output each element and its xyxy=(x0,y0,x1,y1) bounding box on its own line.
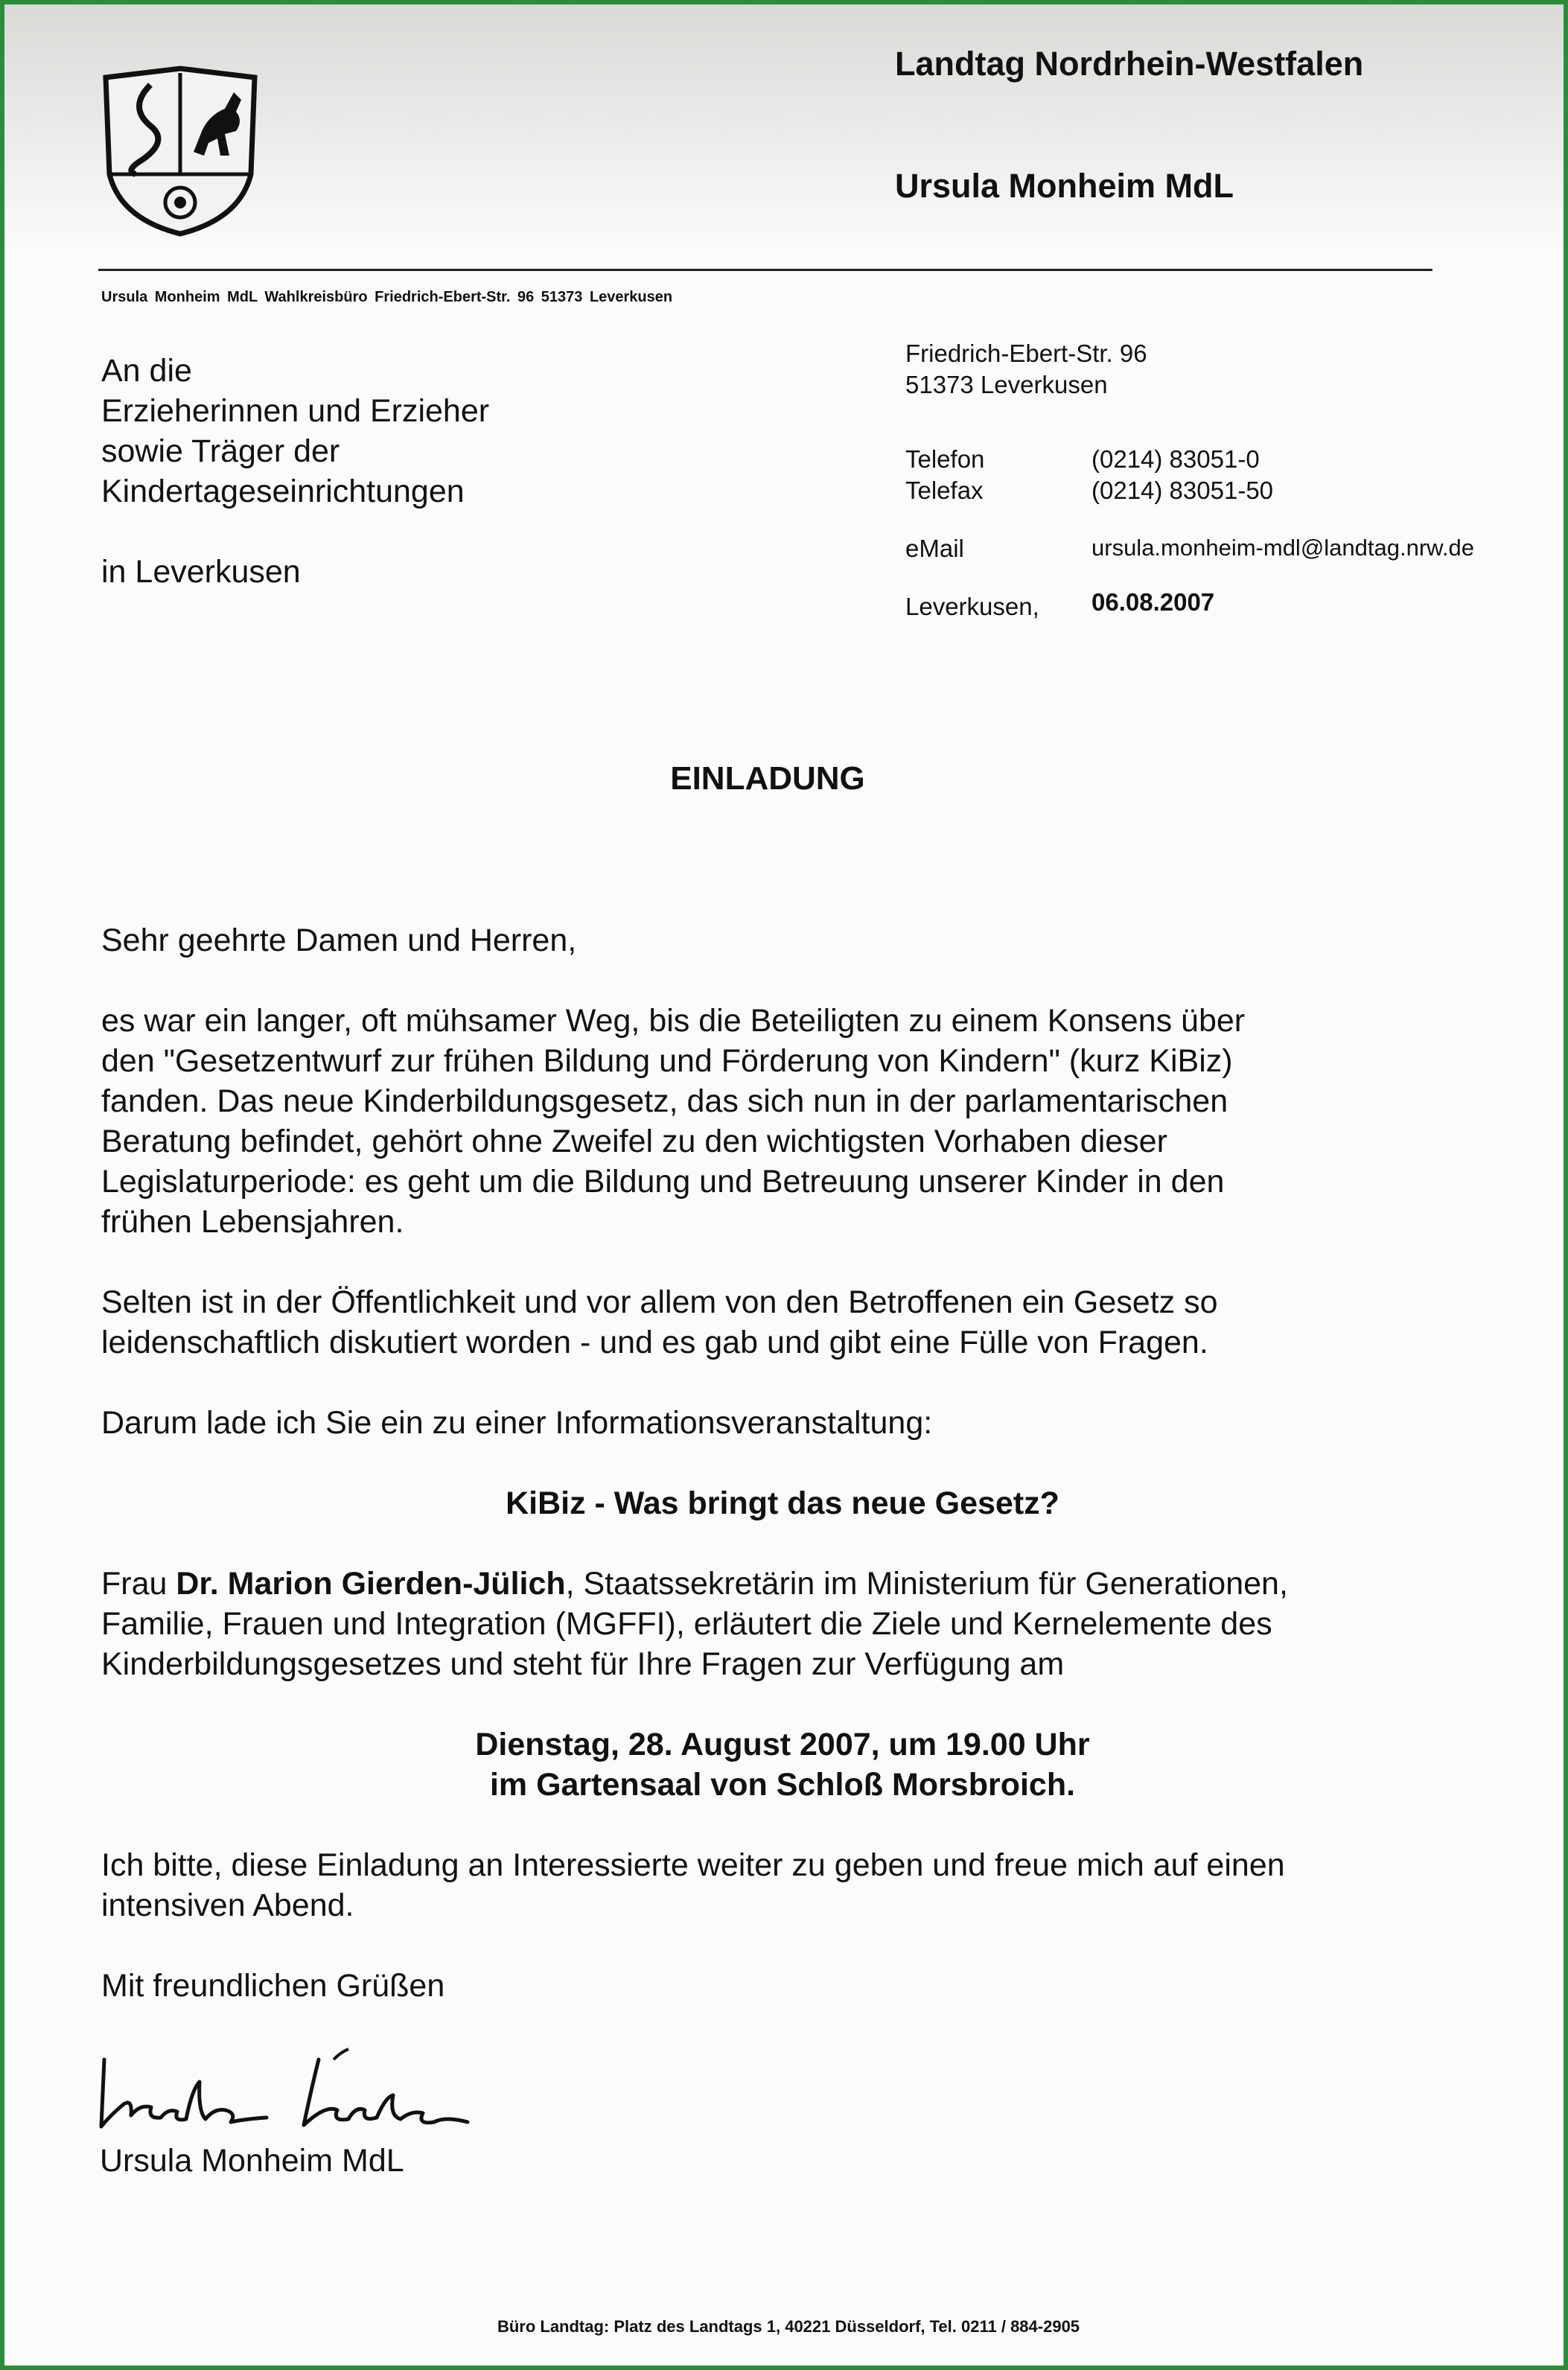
text-line: den "Gesetzentwurf zur frühen Bildung und Förderung von Kindern" (kurz KiBiz) xyxy=(101,1043,1233,1079)
recipient-line: An die xyxy=(101,353,192,389)
text-line: frühen Lebensjahren. xyxy=(101,1204,404,1240)
event-title: KiBiz - Was bringt das neue Gesetz? xyxy=(506,1485,1059,1521)
contact-street: Friedrich-Ebert-Str. 96 xyxy=(905,340,1147,367)
text-line: Kinderbildungsgesetzes und steht für Ihre Fragen zur Verfügung am xyxy=(101,1646,1065,1682)
fax-label: Telefax xyxy=(905,477,984,504)
text-line xyxy=(101,1564,1464,1604)
text-line: Ich bitte, diese Einladung an Interessierte weiter zu geben und freue mich auf einen xyxy=(101,1847,1285,1883)
email-label: eMail xyxy=(905,535,964,562)
event-date: Dienstag, 28. August 2007, um 19.00 Uhr xyxy=(475,1727,1090,1762)
speaker-name: Dr. Marion Gierden-Jülich xyxy=(176,1566,566,1602)
recipient-line: Erzieherinnen und Erzieher xyxy=(101,393,490,429)
text-line: es war ein langer, oft mühsamer Weg, bis die Beteiligten zu einem Konsens über xyxy=(101,1003,1246,1039)
closing: Mit freundlichen Grüßen xyxy=(101,1968,445,2004)
letter-body xyxy=(101,920,1464,2006)
footer-address: Büro Landtag: Platz des Landtags 1, 40221 Düsseldorf, Tel. 0211 / 884-2905 xyxy=(497,2317,1080,2336)
date-label: Leverkusen, xyxy=(905,593,1039,620)
signature-image xyxy=(95,2045,482,2156)
paragraph-speaker xyxy=(101,1564,1464,1684)
nrw-coat-of-arms-icon xyxy=(98,63,262,238)
recipient-address xyxy=(101,351,489,592)
header-divider xyxy=(98,269,1432,271)
member-name: Ursula Monheim MdL xyxy=(895,167,1234,205)
speaker-role: , Staatssekretärin im Ministerium für Generationen, xyxy=(565,1566,1288,1602)
text-line: fanden. Das neue Kinderbildungsgesetz, das sich nun in der parlamentarischen xyxy=(101,1083,1228,1119)
paragraph-intro xyxy=(101,1001,1464,1242)
text-line: Legislaturperiode: es geht um die Bildung und Betreuung unserer Kinder in den xyxy=(101,1164,1225,1200)
phone-label: Telefon xyxy=(905,445,985,473)
salutation: Sehr geehrte Damen und Herren, xyxy=(101,923,577,958)
paragraph-request xyxy=(101,1845,1464,1925)
date-value: 06.08.2007 xyxy=(1091,588,1215,616)
text-line: intensiven Abend. xyxy=(101,1888,354,1923)
event-place: im Gartensaal von Schloß Morsbroich. xyxy=(489,1767,1076,1803)
letter-title: EINLADUNG xyxy=(670,760,865,797)
text-line: Beratung befindet, gehört ohne Zweifel zu den wichtigsten Vorhaben dieser xyxy=(101,1124,1167,1159)
recipient-line: in Leverkusen xyxy=(101,554,301,590)
contact-city: 51373 Leverkusen xyxy=(905,371,1108,398)
text-line: Selten ist in der Öffentlichkeit und vor allem von den Betroffenen ein Gesetz so xyxy=(101,1284,1218,1320)
paragraph-invitation: Darum lade ich Sie ein zu einer Informationsveranstaltung: xyxy=(101,1405,933,1441)
phone-value: (0214) 83051-0 xyxy=(1091,445,1260,473)
paragraph-debate xyxy=(101,1282,1464,1363)
recipient-line xyxy=(101,512,489,552)
parliament-name: Landtag Nordrhein-Westfalen xyxy=(895,45,1364,83)
speaker-prefix: Frau xyxy=(101,1566,176,1602)
recipient-line: Kindertageseinrichtungen xyxy=(101,474,465,509)
text-line: leidenschaftlich diskutiert worden - und es gab und gibt eine Fülle von Fragen. xyxy=(101,1325,1208,1360)
signature-name: Ursula Monheim MdL xyxy=(100,2143,404,2179)
sender-address-line: Ursula Monheim MdL Wahlkreisbüro Friedrich-Ebert-Str. 96 51373 Leverkusen xyxy=(101,289,673,305)
email-value: ursula.monheim-mdl@landtag.nrw.de xyxy=(1091,535,1474,561)
recipient-line: sowie Träger der xyxy=(101,433,340,469)
fax-value: (0214) 83051-50 xyxy=(1091,477,1274,504)
text-line: Familie, Frauen und Integration (MGFFI), erläutert die Ziele und Kernelemente des xyxy=(101,1606,1272,1642)
